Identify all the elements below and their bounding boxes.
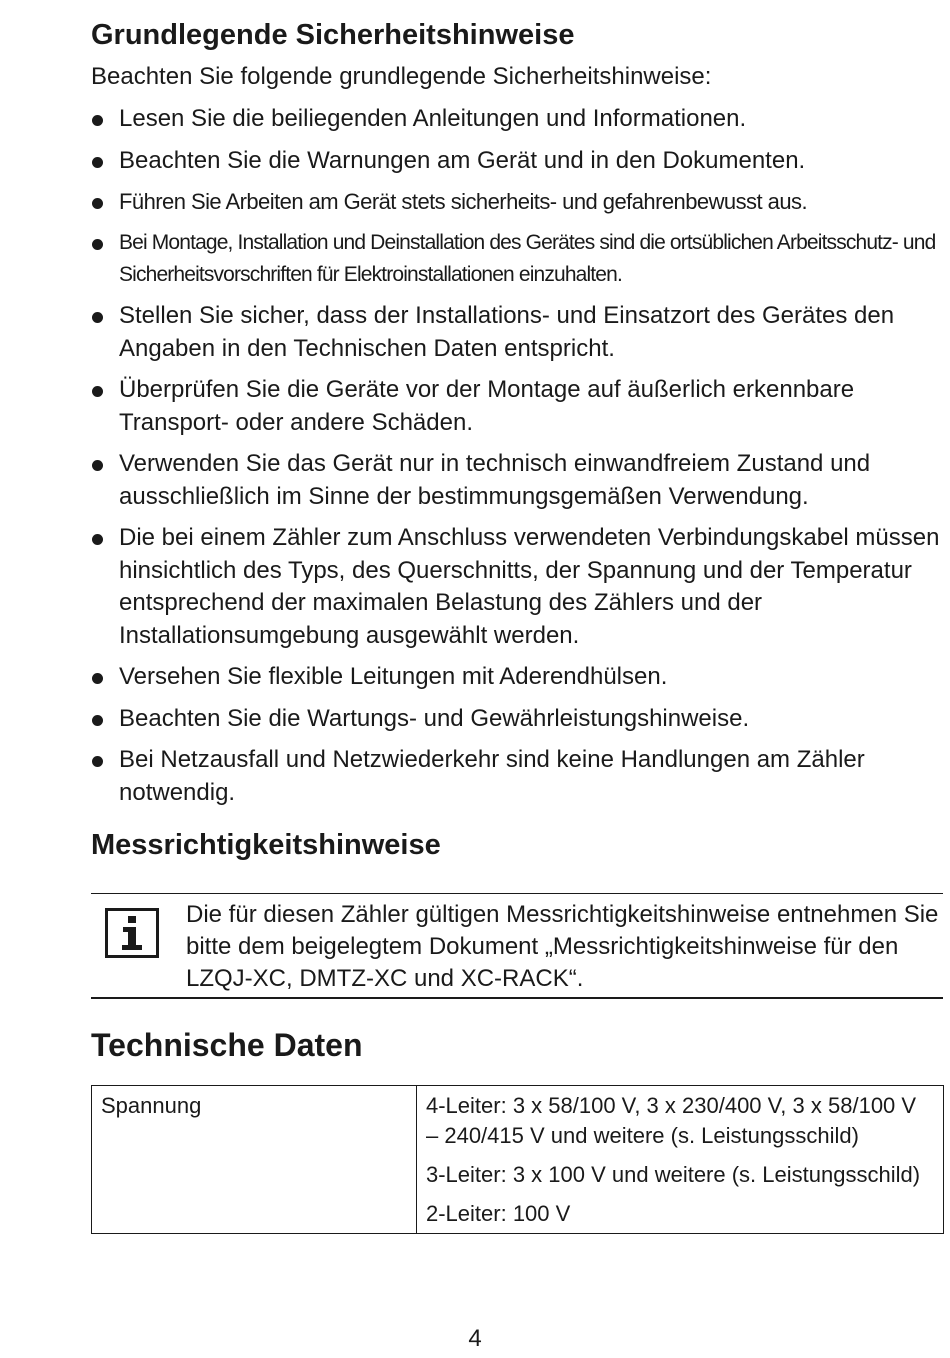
- section-heading-safety: Grundlegende Sicherheitshinweise: [91, 19, 575, 51]
- page-number: 4: [468, 1325, 482, 1352]
- info-icon: [105, 908, 159, 958]
- list-item: Versehen Sie flexible Leitungen mit Aderendhülsen.: [91, 661, 943, 694]
- list-item: Stellen Sie sicher, dass der Installations- und Einsatzort des Gerätes den Angaben in den Technischen Daten entspricht.: [91, 300, 943, 365]
- section-heading-measurement: Messrichtigkeitshinweise: [91, 829, 441, 861]
- section-heading-technical-data: Technische Daten: [91, 1027, 363, 1063]
- table-cell-values: [417, 1086, 944, 1234]
- table-row: [92, 1086, 944, 1234]
- list-item: Beachten Sie die Warnungen am Gerät und in den Dokumenten.: [91, 145, 943, 178]
- list-item: Lesen Sie die beiliegenden Anleitungen und Informationen.: [91, 103, 943, 136]
- table-cell-label: Spannung: [92, 1086, 417, 1234]
- list-item: Die bei einem Zähler zum Anschluss verwendeten Verbindungskabel müssen hinsichtlich des Typs, des Querschnitts, der Spannung und der Temperatur entsprechend der maximalen Belastung des Zählers und der Installationsumgebung ausgewählt werden.: [91, 522, 943, 652]
- safety-intro: Beachten Sie folgende grundlegende Sicherheitshinweise:: [91, 63, 712, 90]
- list-item: Bei Netzausfall und Netzwiederkehr sind keine Handlungen am Zähler notwendig.: [91, 744, 943, 809]
- voltage-2-wire: 2-Leiter: 100 V: [426, 1201, 571, 1226]
- info-glyph-icon: [117, 914, 147, 952]
- safety-list: [91, 103, 943, 818]
- voltage-4-wire: 4-Leiter: 3 x 58/100 V, 3 x 230/400 V, 3 x 58/100 V – 240/415 V und weitere (s. Leistungsschild): [426, 1093, 917, 1148]
- list-item: Beachten Sie die Wartungs- und Gewährleistungshinweise.: [91, 703, 943, 736]
- technical-data-table: [91, 1085, 944, 1234]
- list-item: Führen Sie Arbeiten am Gerät stets sicherheits- und gefahrenbewusst aus.: [91, 186, 943, 218]
- list-item: Verwenden Sie das Gerät nur in technisch einwandfreiem Zustand und ausschließlich im Sinne der bestimmungsgemäßen Verwendung.: [91, 448, 943, 513]
- info-box: [91, 893, 943, 999]
- voltage-3-wire: 3-Leiter: 3 x 100 V und weitere (s. Leistungsschild): [426, 1162, 921, 1187]
- info-text: Die für diesen Zähler gültigen Messrichtigkeitshinweise entnehmen Sie bitte dem beigelegtem Dokument „Messrichtigkeitshinweise für den LZQJ-XC, DMTZ-XC und XC-RACK“.: [186, 901, 939, 992]
- list-item: Überprüfen Sie die Geräte vor der Montage auf äußerlich erkennbare Transport- oder andere Schäden.: [91, 374, 943, 439]
- list-item: Bei Montage, Installation und Deinstallation des Gerätes sind die ortsüblichen Arbeitsschutz- und Sicherheitsvorschriften für Elektroinstallationen einzuhalten.: [91, 227, 943, 291]
